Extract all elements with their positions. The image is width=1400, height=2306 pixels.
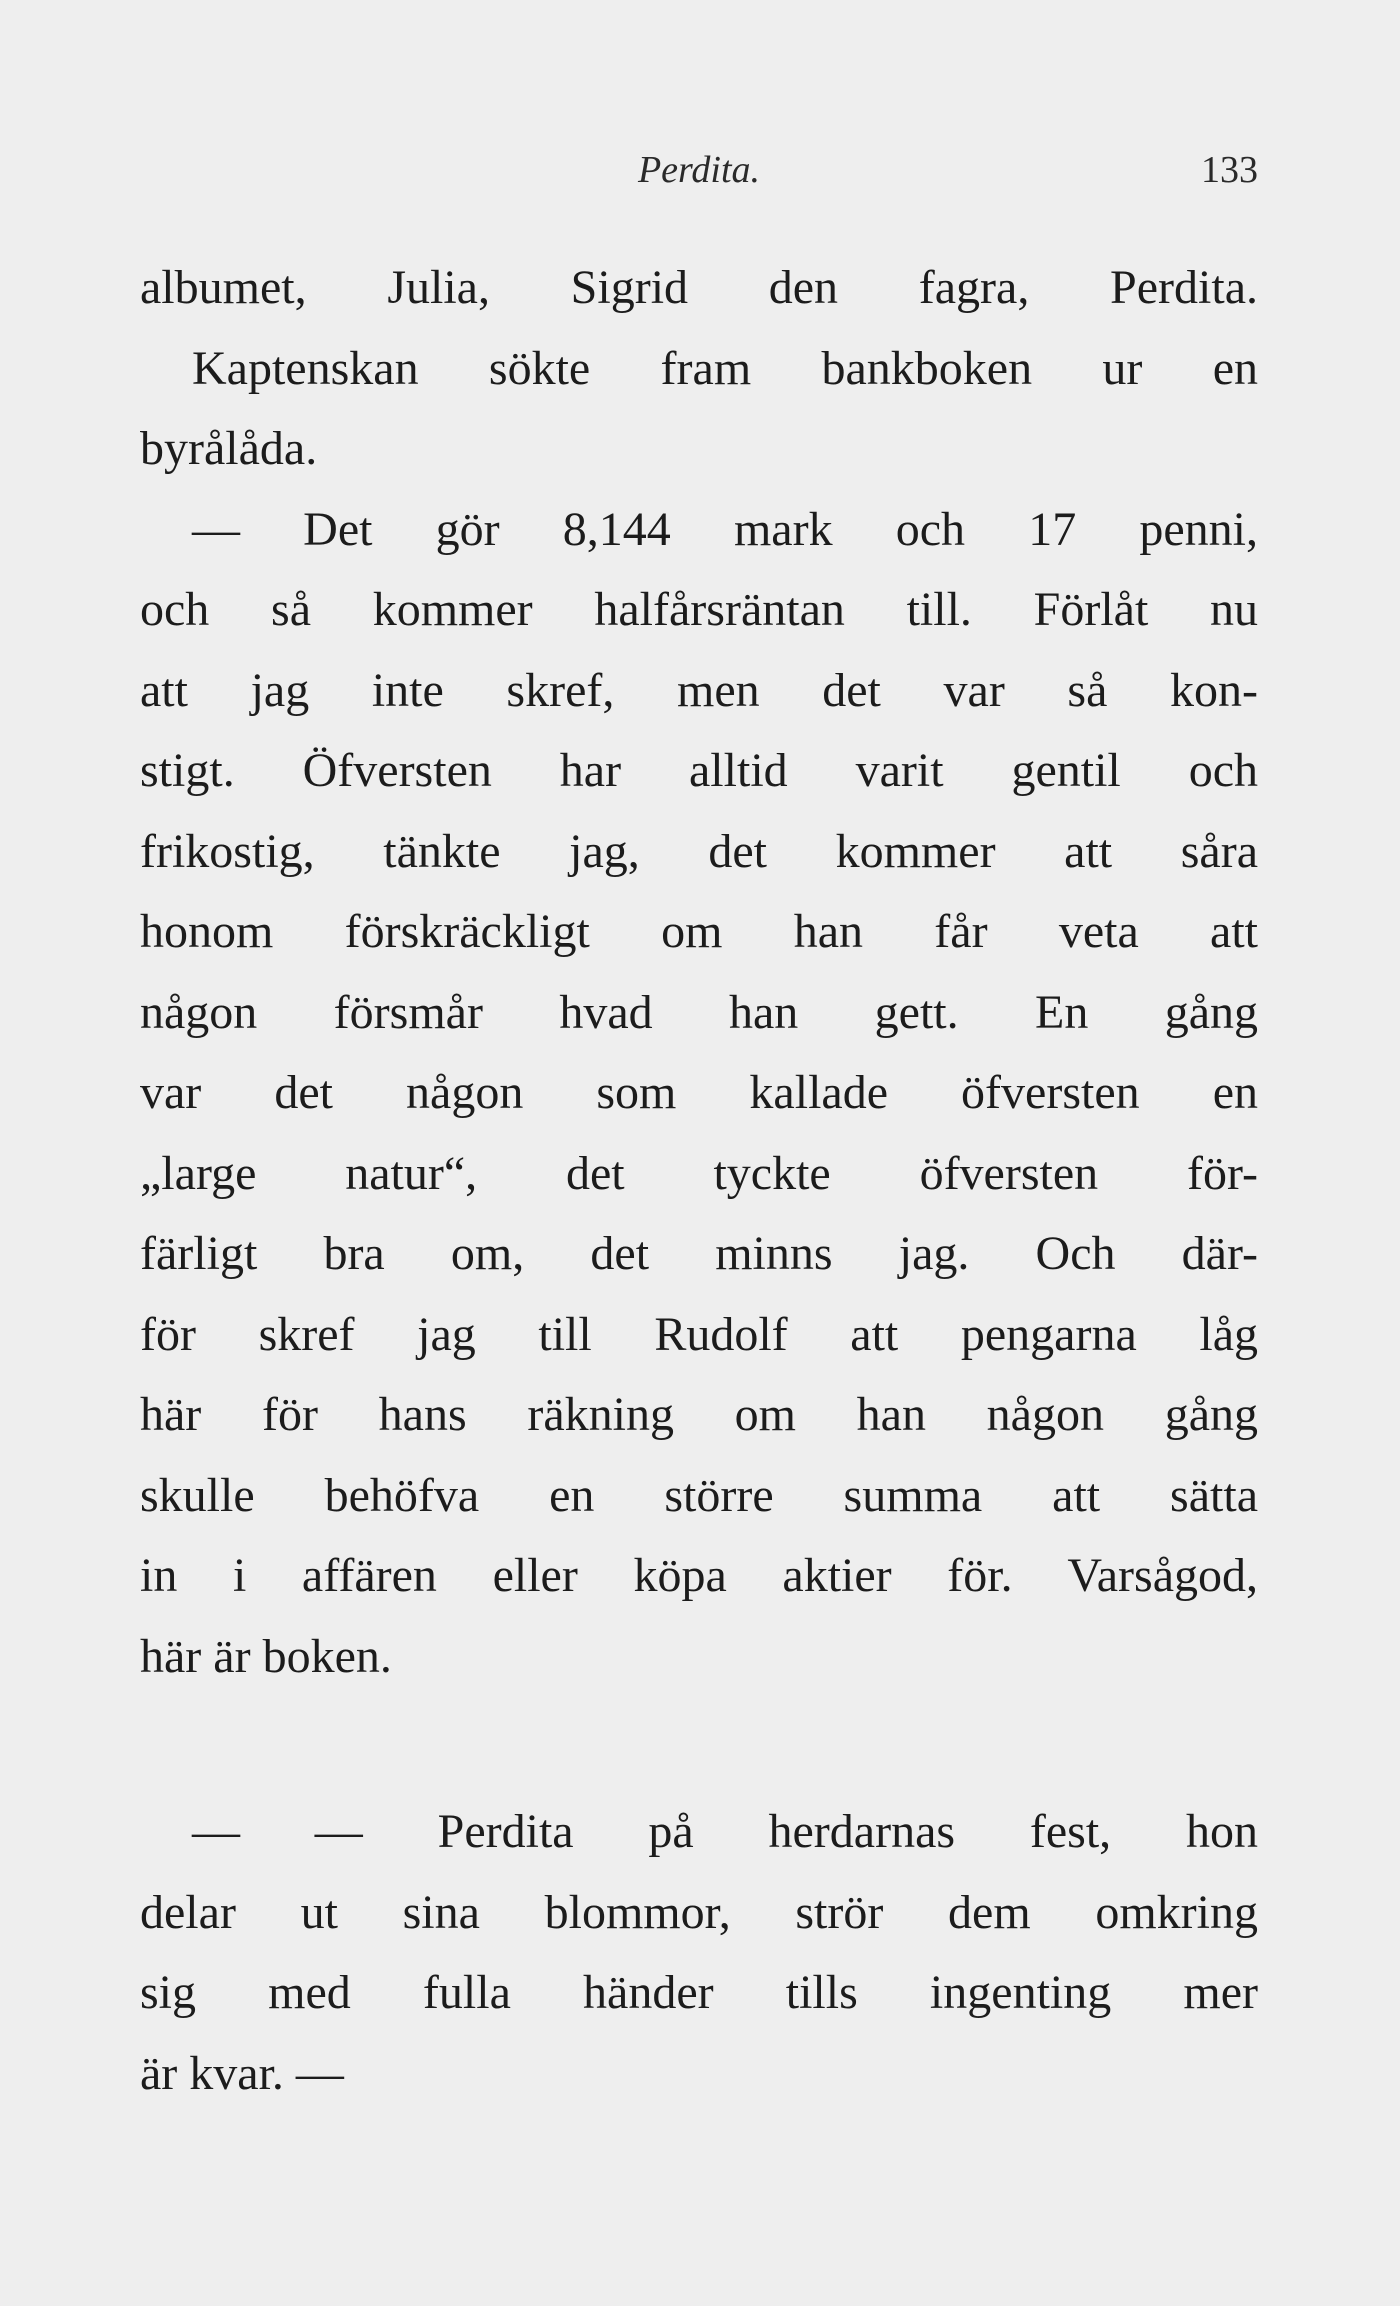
paragraph <box>140 248 1258 1697</box>
text-line: någon försmår hvad han gett. En gång <box>140 985 1258 1039</box>
text-line: här för hans räkning om han någon gång <box>140 1388 1258 1441</box>
text-line: — Det gör 8,144 mark och 17 penni, <box>192 502 1258 556</box>
text-line: — — Perdita på herdarnas fest, hon <box>192 1805 1258 1858</box>
paragraph <box>140 1792 1258 2114</box>
text-line: här är boken. <box>140 1629 392 1683</box>
text-line: är kvar. — <box>140 2046 344 2100</box>
text-line: frikostig, tänkte jag, det kommer att såra <box>140 824 1258 878</box>
text-line: Kaptenskan sökte fram bankboken ur en <box>192 341 1258 395</box>
text-line: färligt bra om, det minns jag. Och där- <box>140 1227 1258 1280</box>
text-line: för skref jag till Rudolf att pengarna låg <box>140 1307 1258 1361</box>
text-line: sig med fulla händer tills ingenting mer <box>140 1966 1258 2019</box>
text-line: byrålåda. <box>140 422 318 475</box>
text-line: skulle behöfva en större summa att sätta <box>140 1468 1258 1522</box>
text-line: delar ut sina blommor, strör dem omkring <box>140 1885 1258 1939</box>
text-line: in i affären eller köpa aktier för. Varsågod, <box>140 1549 1258 1602</box>
text-line: „large natur“, det tyckte öfversten för- <box>140 1146 1258 1200</box>
running-head <box>140 140 1258 200</box>
text-line: stigt. Öfversten har alltid varit gentil och <box>140 744 1258 797</box>
text-line: och så kommer halfårsräntan till. Förlåt nu <box>140 583 1258 636</box>
text-line: albumet, Julia, Sigrid den fagra, Perdita. <box>140 261 1258 314</box>
text-line: honom förskräckligt om han får veta att <box>140 905 1258 958</box>
text-line: att jag inte skref, men det var så kon- <box>140 663 1258 717</box>
page-number: 133 <box>1201 149 1258 191</box>
running-title: Perdita. <box>637 149 761 191</box>
text-line: var det någon som kallade öfversten en <box>140 1066 1258 1119</box>
